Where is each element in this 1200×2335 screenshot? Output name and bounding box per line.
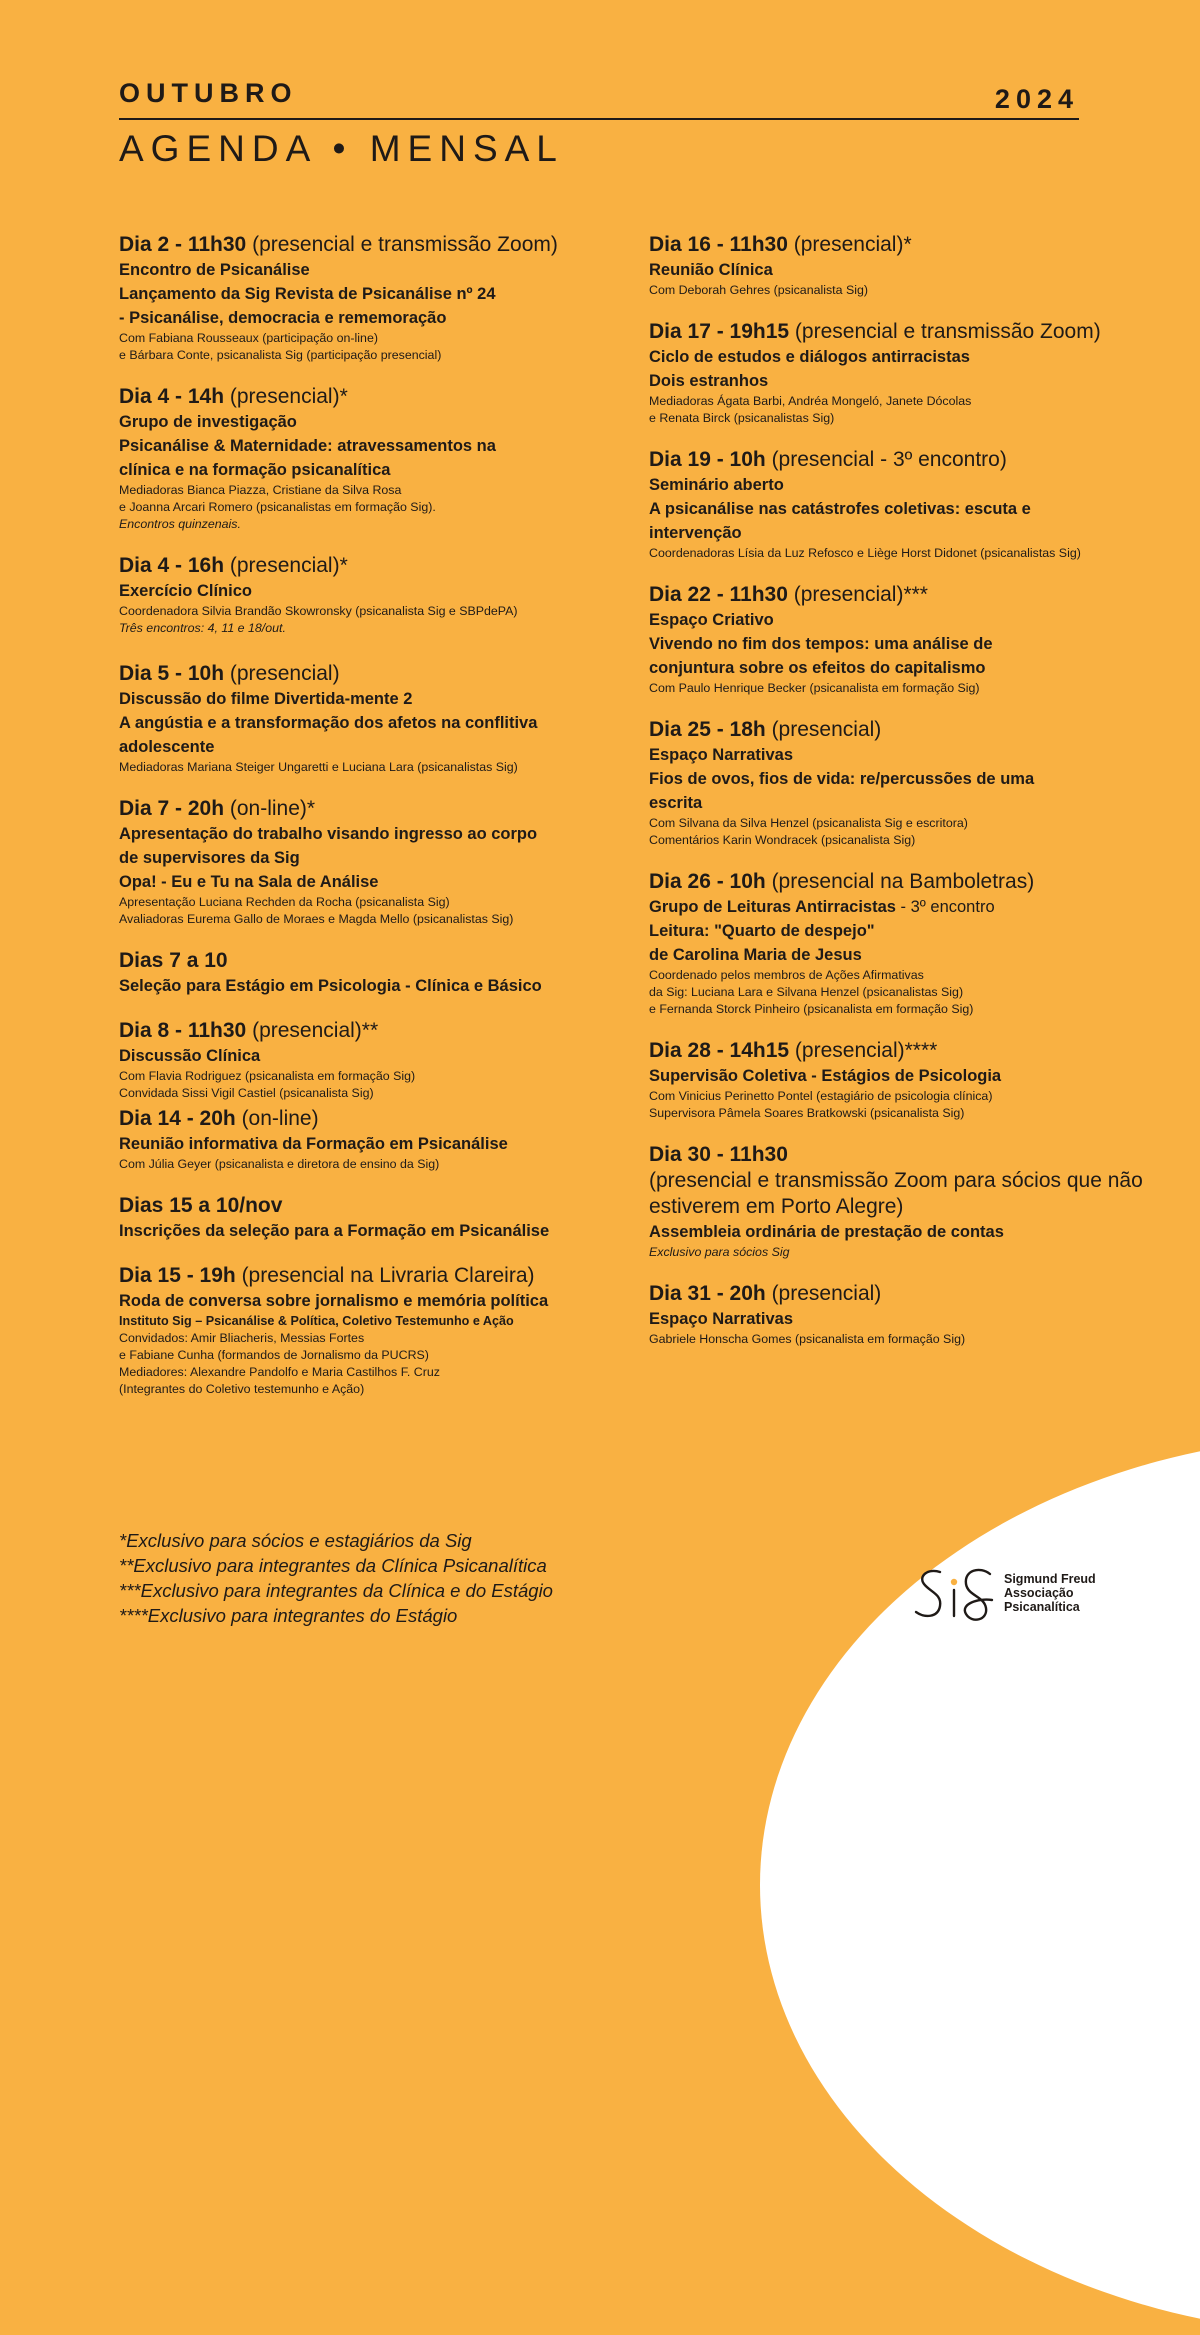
event-title: Discussão Clínica: [119, 1047, 261, 1065]
page-header: [119, 78, 1079, 169]
event-title: Leitura: "Quarto de despejo": [649, 922, 875, 940]
event-mode: (presencial na Bamboletras): [765, 870, 1035, 893]
event-title: de Carolina Maria de Jesus: [649, 946, 862, 964]
event-item: [119, 1018, 619, 1102]
event-note: Exclusivo para sócios Sig: [649, 1245, 790, 1259]
event-item: [649, 869, 1119, 1018]
event-mode: (on-line): [235, 1107, 319, 1130]
event-date: Dia 30 - 11h30: [649, 1143, 788, 1166]
event-mode: (presencial): [224, 662, 340, 685]
footnote: **Exclusivo para integrantes da Clínica Psicanalítica: [119, 1555, 547, 1576]
event-item: [649, 447, 1119, 562]
event-title: Psicanálise & Maternidade: atravessamentos na: [119, 437, 496, 455]
event-date: Dia 17 - 19h15: [649, 320, 790, 343]
event-detail: e Joanna Arcari Romero (psicanalistas em formação Sig).: [119, 500, 436, 514]
event-item: [119, 948, 619, 998]
event-detail: da Sig: Luciana Lara e Silvana Henzel (psicanalistas Sig): [649, 985, 964, 999]
event-detail: e Fabiane Cunha (formandos de Jornalismo da PUCRS): [119, 1348, 429, 1362]
event-title: Apresentação do trabalho visando ingresso ao corpo: [119, 825, 538, 843]
event-date-line: [649, 232, 1119, 258]
year-label: 2024: [994, 84, 1079, 114]
event-detail: Convidados: Amir Bliacheris, Messias Fortes: [119, 1331, 365, 1345]
event-detail: Com Paulo Henrique Becker (psicanalista em formação Sig): [649, 681, 980, 695]
event-detail: Com Fabiana Rousseaux (participação on-line): [119, 331, 378, 345]
event-date: Dia 22 - 11h30: [649, 583, 788, 606]
event-mode: (presencial): [765, 718, 882, 741]
event-item: [119, 232, 619, 364]
footnote: ***Exclusivo para integrantes da Clínica e do Estágio: [119, 1580, 553, 1601]
event-mode: estiverem em Porto Alegre): [649, 1195, 904, 1218]
left-column: [119, 232, 619, 1416]
event-date: Dia 26 - 10h: [649, 870, 766, 893]
event-title: Grupo de Leituras Antirracistas: [649, 898, 896, 916]
event-mode: (presencial e transmissão Zoom): [789, 320, 1101, 343]
event-title: A angústia e a transformação dos afetos na conflitiva: [119, 714, 538, 732]
event-detail: Com Silvana da Silva Henzel (psicanalista Sig e escritora): [649, 816, 968, 830]
event-title: Espaço Narrativas: [649, 746, 793, 764]
month-label: OUTUBRO: [119, 78, 298, 108]
event-item: [649, 1038, 1119, 1122]
event-note: Encontros quinzenais.: [119, 517, 241, 531]
event-detail: Com Flavia Rodriguez (psicanalista em formação Sig): [119, 1069, 416, 1083]
event-detail: Avaliadoras Eurema Gallo de Moraes e Magda Mello (psicanalistas Sig): [119, 912, 514, 926]
event-date-line: [119, 553, 619, 579]
event-detail: Apresentação Luciana Rechden da Rocha (psicanalista Sig): [119, 895, 450, 909]
event-item: [649, 582, 1119, 697]
event-detail: Mediadoras Mariana Steiger Ungaretti e Luciana Lara (psicanalistas Sig): [119, 760, 518, 774]
event-title: Inscrições da seleção para a Formação em Psicanálise: [119, 1222, 550, 1240]
event-detail: (Integrantes do Coletivo testemunho e Ação): [119, 1382, 365, 1396]
event-item: [119, 796, 619, 928]
event-title: Reunião informativa da Formação em Psicanálise: [119, 1135, 508, 1153]
event-detail: Com Deborah Gehres (psicanalista Sig): [649, 283, 868, 297]
event-date: Dia 16 - 11h30: [649, 233, 788, 256]
event-mode: (presencial)****: [789, 1039, 938, 1062]
event-organizer: Instituto Sig – Psicanálise & Política, Coletivo Testemunho e Ação: [119, 1314, 514, 1328]
event-date-line: [119, 232, 619, 258]
event-mode: (presencial e transmissão Zoom): [246, 233, 558, 256]
event-title: Discussão do filme Divertida-mente 2: [119, 690, 413, 708]
event-title: Roda de conversa sobre jornalismo e memória política: [119, 1292, 549, 1310]
event-detail: e Bárbara Conte, psicanalista Sig (participação presencial): [119, 348, 442, 362]
event-item: [119, 553, 619, 637]
event-item: [649, 717, 1119, 849]
event-title: Lançamento da Sig Revista de Psicanálise nº 24: [119, 285, 496, 303]
event-title: Opa! - Eu e Tu na Sala de Análise: [119, 873, 379, 891]
event-date-line: [119, 1263, 619, 1289]
event-mode: (presencial)*: [224, 554, 348, 577]
event-mode: (presencial na Livraria Clareira): [235, 1264, 535, 1287]
event-detail: Mediadoras Ágata Barbi, Andréa Mongeló, Janete Dócolas: [649, 394, 972, 408]
event-title: A psicanálise nas catástrofes coletivas: escuta e: [649, 500, 1031, 518]
event-date: Dias 7 a 10: [119, 949, 228, 972]
event-date: Dia 7 - 20h: [119, 797, 225, 820]
event-title: Vivendo no fim dos tempos: uma análise de: [649, 635, 993, 653]
event-detail: Mediadoras Bianca Piazza, Cristiane da Silva Rosa: [119, 483, 402, 497]
event-note: Três encontros: 4, 11 e 18/out.: [119, 621, 286, 635]
event-date: Dia 19 - 10h: [649, 448, 766, 471]
event-mode: (presencial)*: [787, 233, 912, 256]
event-title: Encontro de Psicanálise: [119, 261, 310, 279]
event-detail: Coordenado pelos membros de Ações Afirmativas: [649, 968, 924, 982]
event-date-line: [119, 948, 619, 974]
event-title: Exercício Clínico: [119, 582, 252, 600]
event-date-line: [649, 869, 1119, 895]
event-title-line: [649, 895, 1119, 919]
event-title: Reunião Clínica: [649, 261, 773, 279]
event-date: Dia 5 - 10h: [119, 662, 225, 685]
event-item: [119, 1263, 619, 1398]
event-detail: e Renata Birck (psicanalistas Sig): [649, 411, 835, 425]
event-detail: e Fernanda Storck Pinheiro (psicanalista em formação Sig): [649, 1002, 974, 1016]
event-detail: Coordenadora Silvia Brandão Skowronsky (psicanalista Sig e SBPdePA): [119, 604, 518, 618]
event-date: Dia 2 - 11h30: [119, 233, 247, 256]
event-item: [119, 661, 619, 776]
event-item: [649, 319, 1119, 427]
event-title-suffix: - 3º encontro: [895, 898, 995, 916]
event-date-line: [649, 717, 1119, 743]
event-mode: (presencial - 3º encontro): [765, 448, 1007, 471]
event-mode: (presencial): [765, 1282, 882, 1305]
event-date: Dia 25 - 18h: [649, 718, 766, 741]
event-item: [119, 1193, 619, 1243]
event-item: [649, 1142, 1143, 1261]
event-date: Dia 8 - 11h30: [119, 1019, 247, 1042]
event-mode: (on-line)*: [224, 797, 316, 820]
event-date-line: [119, 384, 619, 410]
event-mode: (presencial)***: [787, 583, 928, 606]
event-title: clínica e na formação psicanalítica: [119, 461, 391, 479]
event-mode: (presencial e transmissão Zoom para sócios que não: [649, 1169, 1143, 1192]
event-date: Dia 15 - 19h: [119, 1264, 236, 1287]
event-date: Dia 4 - 14h: [119, 385, 225, 408]
page-title: AGENDA • MENSAL: [119, 128, 564, 169]
event-detail: Gabriele Honscha Gomes (psicanalista em formação Sig): [649, 1332, 966, 1346]
event-date-line: [649, 1038, 1119, 1064]
event-date: Dias 15 a 10/nov: [119, 1194, 283, 1217]
event-title: Seminário aberto: [649, 476, 784, 494]
event-detail: Comentários Karin Wondracek (psicanalista Sig): [649, 833, 916, 847]
event-title: escrita: [649, 794, 703, 812]
event-item: [649, 1281, 1119, 1348]
event-title: Espaço Criativo: [649, 611, 774, 629]
event-title: conjuntura sobre os efeitos do capitalismo: [649, 659, 986, 677]
event-date: Dia 14 - 20h: [119, 1107, 236, 1130]
logo-wordmark: Sigmund Freud Associação Psicanalítica: [1004, 1572, 1096, 1614]
event-date-line: [119, 796, 619, 822]
footnote: ****Exclusivo para integrantes do Estágio: [119, 1605, 458, 1626]
event-date: Dia 4 - 16h: [119, 554, 225, 577]
event-item: [119, 1106, 619, 1173]
event-mode: (presencial)*: [224, 385, 348, 408]
event-item: [649, 232, 1119, 299]
event-detail: Supervisora Pâmela Soares Bratkowski (psicanalista Sig): [649, 1106, 965, 1120]
event-title: Grupo de investigação: [119, 413, 297, 431]
event-date: Dia 28 - 14h15: [649, 1039, 790, 1062]
event-mode: (presencial)**: [246, 1019, 379, 1042]
event-detail: Coordenadoras Lísia da Luz Refosco e Liège Horst Didonet (psicanalistas Sig): [649, 546, 1081, 560]
event-detail: Convidada Sissi Vigil Castiel (psicanalista Sig): [119, 1086, 374, 1100]
event-detail: Com Vinicius Perinetto Pontel (estagiário de psicologia clínica): [649, 1089, 993, 1103]
event-title: Supervisão Coletiva - Estágios de Psicologia: [649, 1067, 1002, 1085]
footnotes: [119, 1528, 553, 1628]
event-title: - Psicanálise, democracia e rememoração: [119, 309, 447, 327]
event-title: Seleção para Estágio em Psicologia - Clínica e Básico: [119, 977, 542, 995]
event-item: [119, 384, 619, 533]
right-column: [649, 232, 1143, 1368]
event-title: Dois estranhos: [649, 372, 769, 390]
event-date-line: [119, 1018, 619, 1044]
event-title: Assembleia ordinária de prestação de contas: [649, 1223, 1004, 1241]
footnote: *Exclusivo para sócios e estagiários da Sig: [119, 1530, 472, 1551]
event-detail: Com Júlia Geyer (psicanalista e diretora de ensino da Sig): [119, 1157, 440, 1171]
event-date-line: [649, 319, 1119, 345]
event-date-line: [119, 1193, 619, 1219]
event-detail: Mediadores: Alexandre Pandolfo e Maria Castilhos F. Cruz: [119, 1365, 440, 1379]
event-date-line: [119, 661, 619, 687]
event-title: intervenção: [649, 524, 742, 542]
event-title: Espaço Narrativas: [649, 1310, 793, 1328]
event-title: Fios de ovos, fios de vida: re/percussões de uma: [649, 770, 1035, 788]
header-divider: [119, 118, 1079, 120]
event-title: adolescente: [119, 738, 215, 756]
event-title: de supervisores da Sig: [119, 849, 300, 867]
event-date-line: [649, 1281, 1119, 1307]
event-date-line: [649, 447, 1119, 473]
event-date: Dia 31 - 20h: [649, 1282, 766, 1305]
event-title: Ciclo de estudos e diálogos antirracistas: [649, 348, 970, 366]
event-date-line: [649, 582, 1119, 608]
event-date-line: [119, 1106, 619, 1132]
event-date-line: [649, 1142, 1119, 1168]
